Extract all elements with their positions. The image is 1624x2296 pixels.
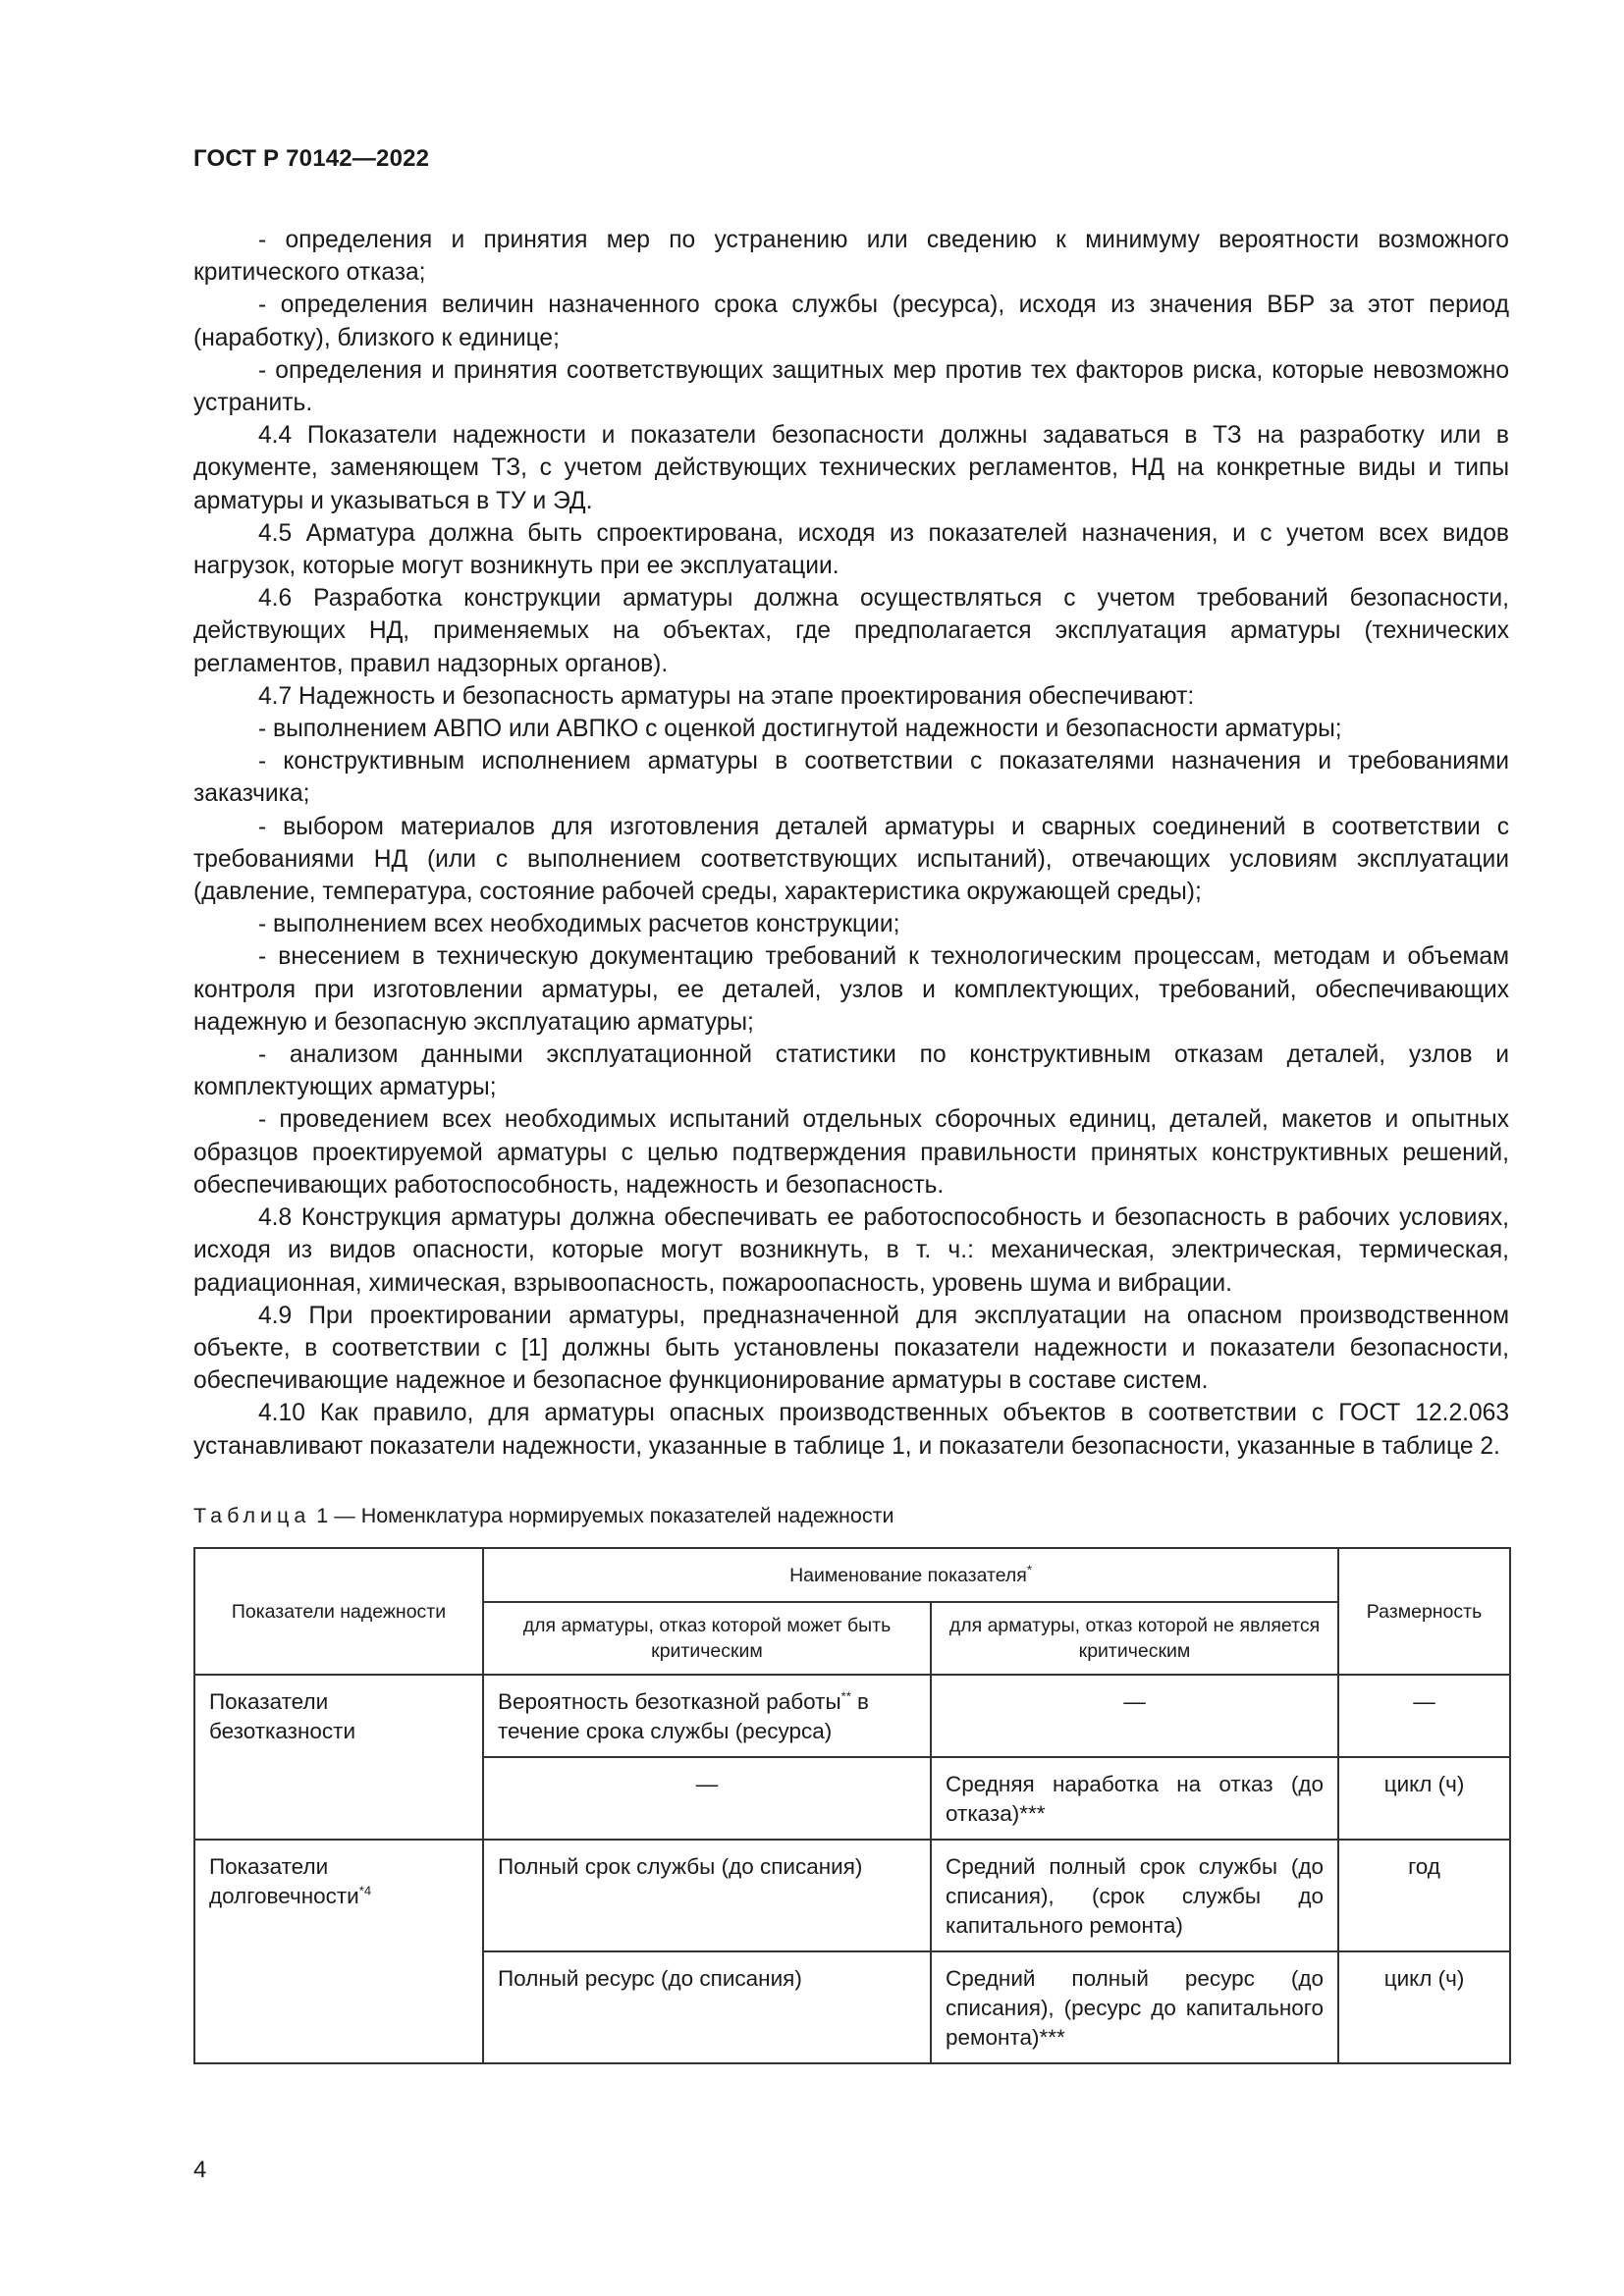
paragraph: - конструктивным исполнением арматуры в соответствии с показателями назначения и требованиями заказчика; <box>193 748 1509 808</box>
table-caption-title: 1 — Номенклатура нормируемых показателей надежности <box>316 1504 894 1527</box>
paragraph: - выбором материалов для изготовления деталей арматуры и сварных соединений в соответствии с требованиями НД (или с выполнением соответствующих испытаний), отвечающих условиям эксплуатации (давление, температура, состояние рабочей среды, характеристика окружающей среды); <box>193 813 1509 906</box>
critical-cell: Полный ресурс (до списания) <box>483 1951 931 2063</box>
paragraph: - определения величин назначенного срока службы (ресурса), исходя из значения ВБР за этот период (наработку), близкого к единице; <box>193 292 1509 351</box>
group-name: Показатели долговечности <box>209 1854 359 1908</box>
page-number: 4 <box>193 2157 207 2183</box>
paragraph: - определения и принятия соответствующих защитных мер против тех факторов риска, которые невозможно устранить. <box>193 356 1509 417</box>
unit-cell: цикл (ч) <box>1338 1951 1510 2063</box>
noncritical-cell: Средний полный срок службы (до списания), (срок службы до капитального ремонта) <box>931 1840 1338 1951</box>
footnote-mark: * <box>1026 1562 1032 1576</box>
table-row <box>194 1840 1510 1951</box>
header-dimension: Размерность <box>1338 1548 1510 1675</box>
paragraph: 4.6 Разработка конструкции арматуры должна осуществляться с учетом требований безопасности, действующих НД, применяемых на объектах, где предполагается эксплуатация арматуры (технических регламентов, правил надзорных органов). <box>193 585 1509 677</box>
paragraph: - выполнением АВПО или АВПКО с оценкой достигнутой надежности и безопасности арматуры; <box>258 716 1342 743</box>
document-header: ГОСТ Р 70142—2022 <box>193 145 430 172</box>
paragraph: 4.7 Надежность и безопасность арматуры на этапе проектирования обеспечивают: <box>258 682 1195 710</box>
reliability-indicators-table <box>193 1547 1511 2064</box>
unit-cell: — <box>1338 1675 1510 1757</box>
paragraph: 4.9 При проектировании арматуры, предназначенной для эксплуатации на опасном производственном объекте, в соответствии с [1] должны быть установлены показатели надежности и показатели безопасности, обеспечивающие надежное и безопасное функционирование арматуры в составе систем. <box>193 1302 1509 1395</box>
paragraph: 4.8 Конструкция арматуры должна обеспечивать ее работоспособность и безопасность в рабочих условиях, исходя из видов опасности, которые могут возникнуть, в т. ч.: механическая, электрическая, термическая, радиационная, химическая, взрывоопасность, пожароопасность, уровень шума и вибрации. <box>193 1204 1509 1297</box>
critical-text: Вероятность безотказной работы <box>498 1689 841 1714</box>
header-indicator-name <box>483 1548 1338 1602</box>
paragraph: 4.5 Арматура должна быть спроектирована, исходя из показателей назначения, и с учетом всех видов нагрузок, которые могут возникнуть при ее эксплуатации. <box>193 519 1509 580</box>
table-row <box>194 1675 1510 1757</box>
paragraph: - проведением всех необходимых испытаний отдельных сборочных единиц, деталей, макетов и опытных образцов проектируемой арматуры с целью подтверждения правильности принятых конструктивных решений, обеспечивающих работоспособность, надежность и безопасность. <box>193 1106 1509 1199</box>
paragraph: - выполнением всех необходимых расчетов конструкции; <box>258 911 900 938</box>
critical-cell: Полный срок службы (до списания) <box>483 1840 931 1951</box>
group-name: Показатели безотказности <box>209 1689 356 1743</box>
header-indicator-name-text: Наименование показателя <box>789 1564 1027 1586</box>
noncritical-cell: Средний полный ресурс (до списания), (ресурс до капитального ремонта)*** <box>931 1951 1338 2063</box>
unit-cell: год <box>1338 1840 1510 1951</box>
paragraph: - внесением в техническую документацию требований к технологическим процессам, методам и объемам контроля при изготовлении арматуры, ее деталей, узлов и комплектующих, требований, обеспечивающих надежную и безопасную эксплуатацию арматуры; <box>193 943 1509 1036</box>
paragraph: 4.10 Как правило, для арматуры опасных производственных объектов в соответствии с ГОСТ 12.2.063 устанавливают показатели надежности, указанные в таблице 1, и показатели безопасности, указанные в таблице 2. <box>193 1400 1509 1460</box>
header-noncritical: для арматуры, отказ которой не является критическим <box>931 1602 1338 1675</box>
table-caption <box>193 1504 893 1528</box>
header-indicators: Показатели надежности <box>194 1548 483 1675</box>
footnote-mark: *4 <box>358 1883 372 1898</box>
critical-text-tail: в течение срока службы (ресурса) <box>498 1689 869 1743</box>
unit-cell: цикл (ч) <box>1338 1757 1510 1840</box>
noncritical-cell: Средняя наработка на отказ (до отказа)*** <box>931 1757 1338 1840</box>
noncritical-cell: — <box>931 1675 1338 1757</box>
paragraph: 4.4 Показатели надежности и показатели безопасности должны задаваться в ТЗ на разработку или в документе, заменяющем ТЗ, с учетом действующих технических регламентов, НД на конкретные виды и типы арматуры и указываться в ТУ и ЭД. <box>193 422 1509 514</box>
table-caption-label: Таблица <box>193 1504 311 1527</box>
header-critical: для арматуры, отказ которой может быть критическим <box>483 1602 931 1675</box>
paragraph: - определения и принятия мер по устранению или сведению к минимуму вероятности возможного критического отказа; <box>193 227 1509 287</box>
critical-cell: — <box>483 1757 931 1840</box>
critical-cell <box>483 1675 931 1757</box>
group-cell <box>194 1675 483 1840</box>
paragraph: - анализом данными эксплуатационной статистики по конструктивным отказам деталей, узлов и комплектующих арматуры; <box>193 1041 1509 1101</box>
group-cell <box>194 1840 483 2063</box>
footnote-mark: ** <box>840 1688 851 1704</box>
table-header-row <box>194 1548 1510 1602</box>
body-text <box>193 224 1509 1463</box>
